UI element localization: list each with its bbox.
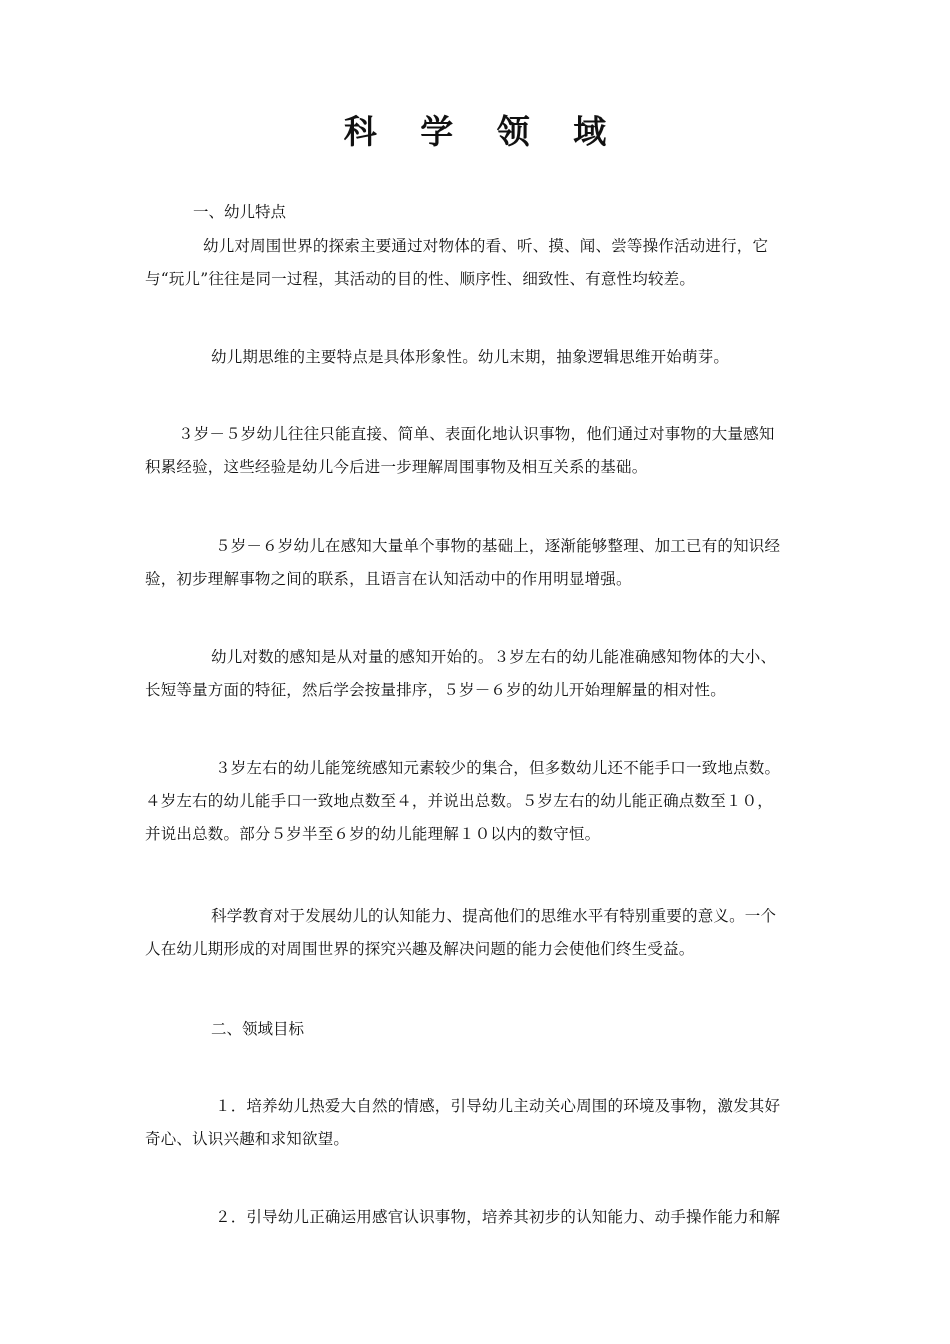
text-line: 并说出总数。部分５岁半至６岁的幼儿能理解１０以内的数守恒。 xyxy=(145,825,601,843)
paragraph xyxy=(145,230,807,296)
text-line: ４岁左右的幼儿能手口一致地点数至４，并说出总数。５岁左右的幼儿能正确点数至１０， xyxy=(145,792,774,810)
text-line: 与“玩儿”往往是同一过程，其活动的目的性、顺序性、细致性、有意性均较差。 xyxy=(145,270,696,288)
text-line: 幼儿对周围世界的探索主要通过对物体的看、听、摸、闻、尝等操作活动进行，它 xyxy=(203,237,769,255)
text-line: 幼儿期思维的主要特点是具体形象性。幼儿末期，抽象逻辑思维开始萌芽。 xyxy=(211,348,730,366)
paragraph xyxy=(145,752,807,851)
paragraph xyxy=(145,418,807,484)
text-line: 科学教育对于发展幼儿的认知能力、提高他们的思维水平有特别重要的意义。一个 xyxy=(211,907,777,925)
page-title: 科 学 领 域 xyxy=(343,112,623,151)
text-line: ５岁－６岁幼儿在感知大量单个事物的基础上，逐渐能够整理、加工已有的知识经 xyxy=(215,537,781,555)
text-line: 积累经验，这些经验是幼儿今后进一步理解周围事物及相互关系的基础。 xyxy=(145,458,648,476)
text-line: 幼儿对数的感知是从对量的感知开始的。３岁左右的幼儿能准确感知物体的大小、 xyxy=(211,648,777,666)
text-line: １．培养幼儿热爱大自然的情感，引导幼儿主动关心周围的环境及事物，激发其好 xyxy=(215,1097,781,1115)
text-line: ２．引导幼儿正确运用感官认识事物，培养其初步的认知能力、动手操作能力和解 xyxy=(215,1208,781,1226)
text-line: 长短等量方面的特征，然后学会按量排序，５岁－６岁的幼儿开始理解量的相对性。 xyxy=(145,681,726,699)
text-line: 人在幼儿期形成的对周围世界的探究兴趣及解决问题的能力会使他们终生受益。 xyxy=(145,940,695,958)
paragraph xyxy=(145,1090,807,1156)
section-heading-characteristics: 一、幼儿特点 xyxy=(193,203,287,221)
section-heading-goals: 二、领域目标 xyxy=(211,1020,305,1038)
paragraph xyxy=(145,641,807,707)
paragraph xyxy=(145,1201,807,1234)
paragraph xyxy=(145,341,807,374)
text-line: ３岁－５岁幼儿往往只能直接、简单、表面化地认识事物，他们通过对事物的大量感知 xyxy=(178,425,775,443)
text-line: 奇心、认识兴趣和求知欲望。 xyxy=(145,1130,350,1148)
text-line: 验，初步理解事物之间的联系，且语言在认知活动中的作用明显增强。 xyxy=(145,570,632,588)
paragraph xyxy=(145,530,807,596)
paragraph xyxy=(145,900,807,966)
text-line: ３岁左右的幼儿能笼统感知元素较少的集合，但多数幼儿还不能手口一致地点数。 xyxy=(215,759,781,777)
